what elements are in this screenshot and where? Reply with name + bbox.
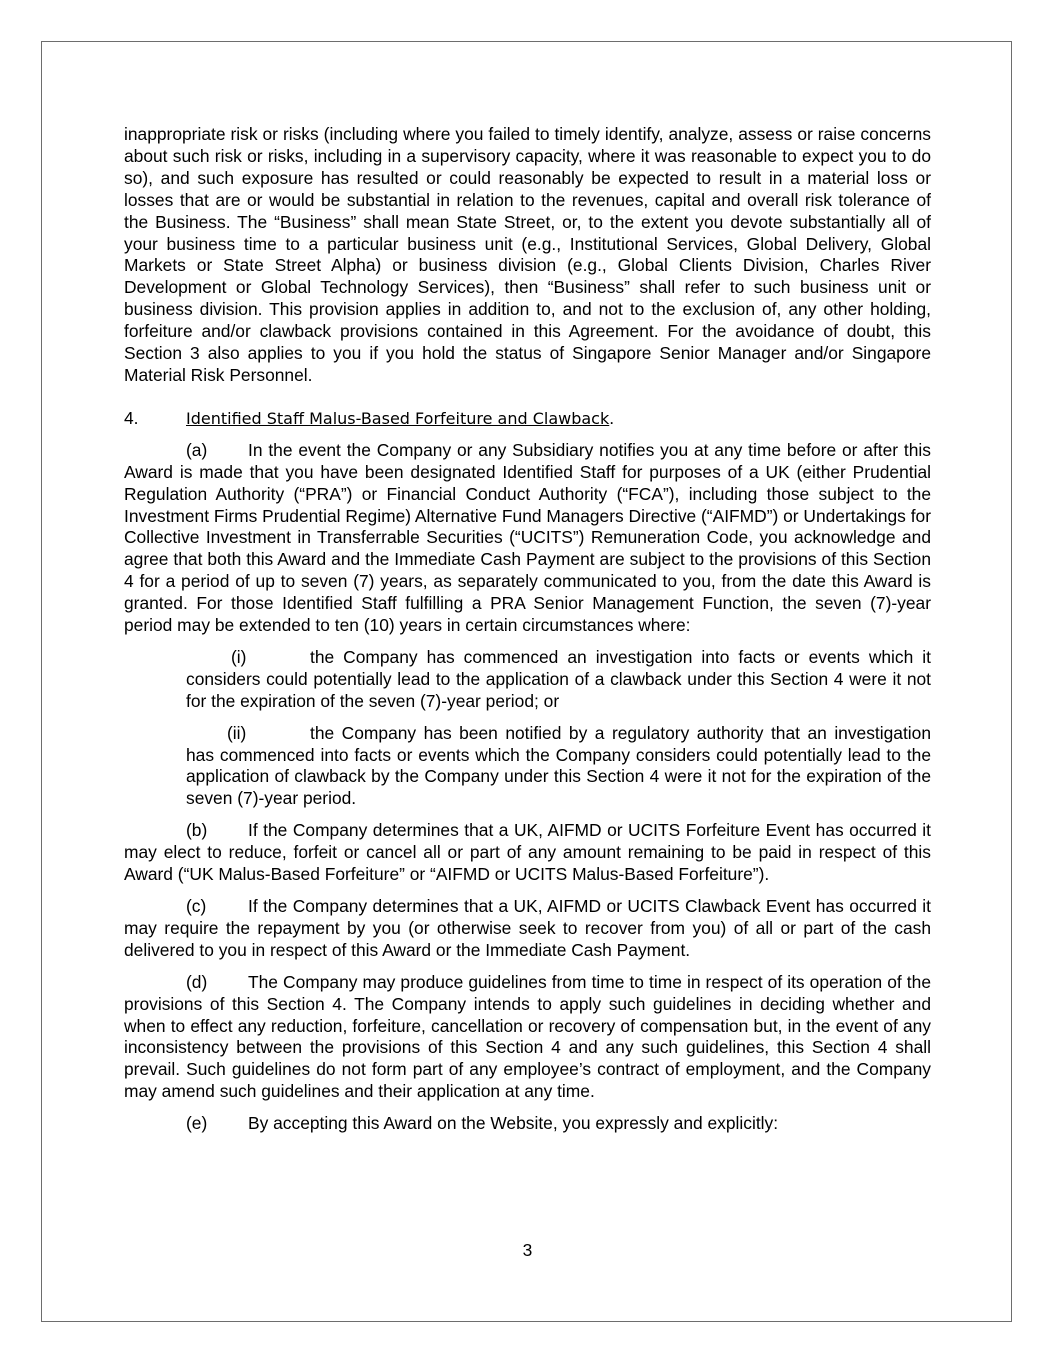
clause-b-label: (b) [186, 820, 208, 841]
clause-a-i [186, 647, 931, 713]
clause-c [124, 896, 931, 962]
clause-a-label: (a) [186, 439, 208, 460]
section-4-title-period: . [609, 407, 615, 428]
clause-c-label: (c) [186, 896, 207, 916]
document-body [124, 124, 931, 1145]
clause-c-text: If the Company determines that a UK, AIFMD or UCITS Clawback Event has occurred it may require the repayment by you (or otherwise seek to recover from you) of all or part of the cash delivered to you in respect of this Award or the Immediate Cash Payment. [124, 896, 931, 960]
clause-a-i-label: (i) [231, 646, 247, 667]
clause-e-text: By accepting this Award on the Website, you expressly and explicitly: [248, 1113, 779, 1134]
clause-e-label: (e) [186, 1113, 208, 1134]
clause-a [124, 440, 931, 637]
clause-d [124, 972, 931, 1103]
clause-d-label: (d) [186, 971, 208, 992]
clause-a-text: In the event the Company or any Subsidiary notifies you at any time before or after this Award is made that you have been designated Identified Staff for purposes of a UK (either Prudential Regulation Authority (“PRA”) or Financial Conduct Authority (“FCA”), including those subject to the Investment Firms Prudential Regime) Alternative Fund Managers Directive (“AIFMD”) or Undertakings for Collective Investment in Transferrable Securities (“UCITS”) Remuneration Code, you acknowledge and agree that both this Award and the Immediate Cash Payment are subject to the provisions of this Section 4 for a period of up to seven (7) years, as separately communicated to you, from the date this Award is granted. For those Identified Staff fulfilling a PRA Senior Management Function, the seven (7)-year period may be extended to ten (10) years in certain circumstances where: [124, 439, 931, 636]
section-4-heading [124, 408, 931, 430]
clause-b-text: If the Company determines that a UK, AIFMD or UCITS Forfeiture Event has occurred it may elect to reduce, forfeit or cancel all or part of any amount remaining to be paid in respect of this Award (“UK Malus-Based Forfeiture” or “AIFMD or UCITS Malus-Based Forfeiture”). [124, 820, 931, 885]
clause-a-i-text: the Company has commenced an investigation into facts or events which it considers could potentially lead to the application of a clawback under this Section 4 were it not for the expiration of the seven (7)-year period; or [186, 646, 931, 711]
section-4-title: Identified Staff Malus-Based Forfeiture and Clawback [186, 408, 610, 428]
clause-e [124, 1113, 931, 1135]
clause-a-ii [186, 723, 931, 811]
intro-paragraph: inappropriate risk or risks (including where you failed to timely identify, analyze, assess or raise concerns about such risk or risks, including in a supervisory capacity, where it was reasonable to expect you to do so), and such exposure has resulted or could reasonably be expected to result in a material loss or losses that are or would be substantial in relation to the revenues, capital and overall risk tolerance of the Business. The “Business” shall mean State Street, or, to the extent you devote substantially all of your business time to a particular business unit (e.g., Institutional Services, Global Delivery, Global Markets or State Street Alpha) or business division (e.g., Global Clients Division, Charles River Development or Global Technology Services), then “Business” shall refer to such business unit or business division. This provision applies in addition to, and not to the exclusion of, any other holding, forfeiture and/or clawback provisions contained in this Agreement. For the avoidance of doubt, this Section 3 also applies to you if you hold the status of Singapore Senior Manager and/or Singapore Material Risk Personnel. [124, 124, 931, 385]
clause-b [124, 820, 931, 886]
clause-a-ii-label: (ii) [227, 722, 247, 743]
section-4-number: 4. [124, 407, 139, 428]
page-number: 3 [522, 1240, 533, 1260]
clause-d-text: The Company may produce guidelines from time to time in respect of its operation of the provisions of this Section 4. The Company intends to apply such guidelines in deciding whether and when to effect any reduction, forfeiture, cancellation or recovery of compensation but, in the event of any inconsistency between the provisions of this Section 4 and any such guidelines, this Section 4 shall prevail. Such guidelines do not form part of any employee’s contract of employment, and the Company may amend such guidelines and their application at any time. [124, 971, 931, 1102]
clause-a-ii-text: the Company has been notified by a regulatory authority that an investigation has commenced into facts or events which the Company considers could potentially lead to the application of clawback by the Company under this Section 4 were it not for the expiration of the seven (7)-year period. [186, 722, 931, 809]
